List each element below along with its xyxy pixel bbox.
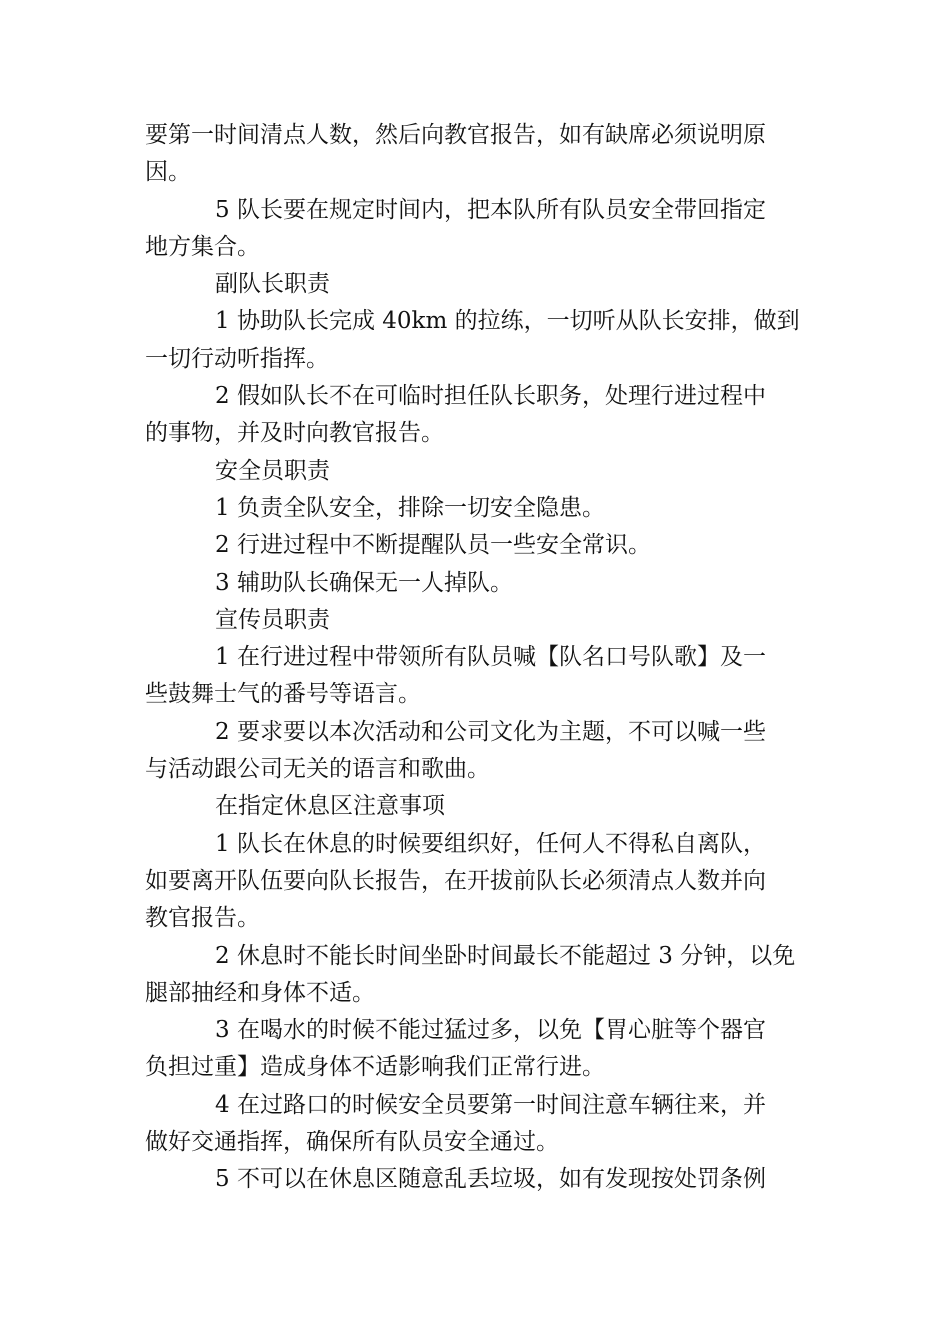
text-line: 因。 [145, 159, 191, 186]
text-line: 5 不可以在休息区随意乱丢垃圾，如有发现按处罚条例 [215, 1166, 766, 1193]
section-heading: 宣传员职责 [215, 606, 330, 633]
text-line: 3 辅助队长确保无一人掉队。 [215, 569, 513, 596]
text-line: 与活动跟公司无关的语言和歌曲。 [145, 756, 490, 783]
text-line: 地方集合。 [145, 233, 260, 260]
text-line: 2 假如队长不在可临时担任队长职务，处理行进过程中 [215, 383, 766, 410]
text-line: 1 在行进过程中带领所有队员喊【队名口号队歌】及一 [215, 644, 766, 671]
text-line: 负担过重】造成身体不适影响我们正常行进。 [145, 1054, 605, 1081]
section-heading: 副队长职责 [215, 271, 330, 298]
section-heading: 安全员职责 [215, 457, 330, 484]
text-line: 5 队长要在规定时间内，把本队所有队员安全带回指定 [215, 196, 766, 223]
text-line: 做好交通指挥，确保所有队员安全通过。 [145, 1129, 559, 1156]
text-line: 2 休息时不能长时间坐卧时间最长不能超过 3 分钟，以免 [215, 942, 796, 969]
text-line: 的事物，并及时向教官报告。 [145, 420, 444, 447]
document-body [145, 117, 810, 1199]
text-line: 4 在过路口的时候安全员要第一时间注意车辆往来，并 [215, 1091, 766, 1118]
text-line: 2 要求要以本次活动和公司文化为主题，不可以喊一些 [215, 718, 766, 745]
text-line: 些鼓舞士气的番号等语言。 [145, 681, 421, 708]
text-line: 1 队长在休息的时候要组织好，任何人不得私自离队， [215, 830, 766, 857]
text-line: 3 在喝水的时候不能过猛过多，以免【胃心脏等个器官 [215, 1017, 766, 1044]
text-line: 教官报告。 [145, 905, 260, 932]
section-heading: 在指定休息区注意事项 [215, 793, 445, 820]
text-line: 如要离开队伍要向队长报告，在开拔前队长必须清点人数并向 [145, 867, 766, 894]
text-line: 1 协助队长完成 40km 的拉练，一切听从队长安排，做到 [215, 308, 800, 335]
text-line: 2 行进过程中不断提醒队员一些安全常识。 [215, 532, 651, 559]
text-line: 1 负责全队安全，排除一切安全隐患。 [215, 494, 605, 521]
text-line: 腿部抽经和身体不适。 [145, 979, 375, 1006]
text-line: 一切行动听指挥。 [145, 345, 329, 372]
text-line: 要第一时间清点人数，然后向教官报告，如有缺席必须说明原 [145, 122, 766, 148]
